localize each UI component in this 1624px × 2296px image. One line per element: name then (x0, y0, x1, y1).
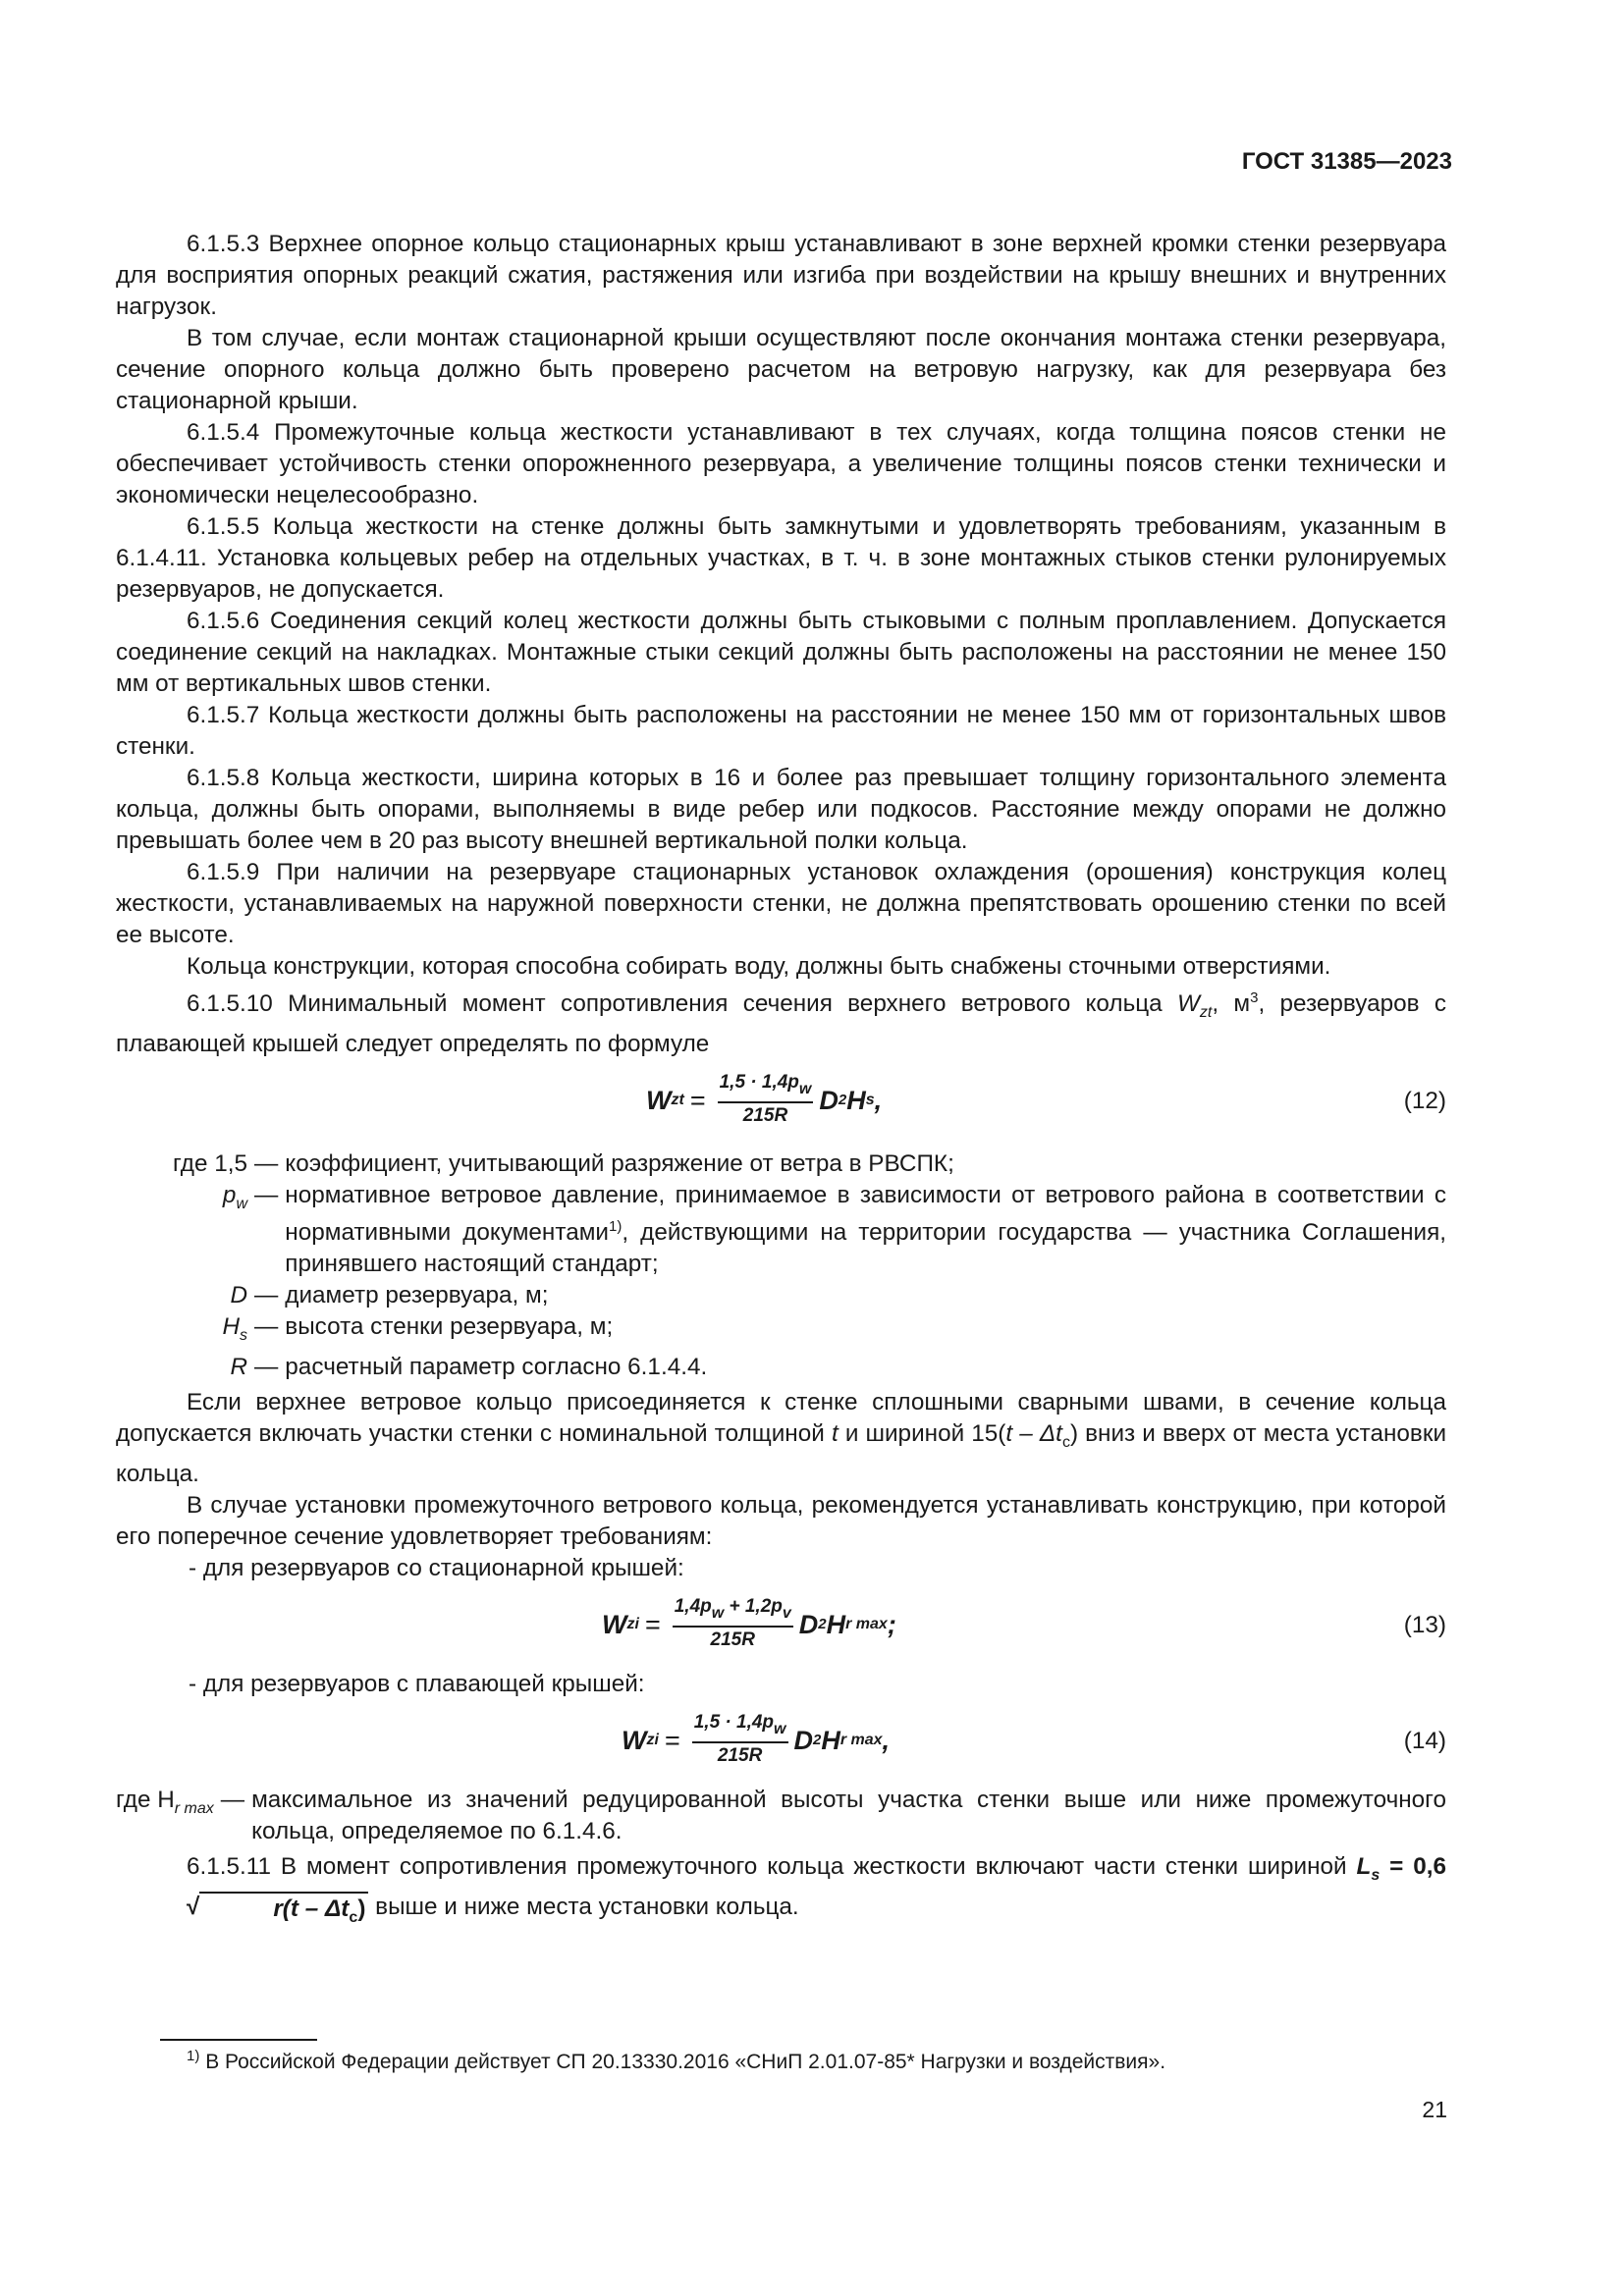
paragraph-drain-holes: Кольца конструкции, которая способна собирать воду, должны быть снабжены сточными отверстиями. (187, 953, 1331, 980)
paragraph-6-1-5-5: 6.1.5.5 Кольца жесткости на стенке должны быть замкнутыми и удовлетворять требованиям, указанным в 6.1.4.11. Установка кольцевых ребер на отдельных участках, в т. ч. в зоне монтажных стыков стенки рулонируемых резервуаров, не допускается. (116, 513, 1446, 603)
page-number: 21 (1422, 2097, 1447, 2122)
definition-item: D — диаметр резервуара, м; (230, 1282, 549, 1309)
formula-13: W zi = $\frac{1,4p_w + 1,2p_v}{215R}$ D 2 H r max ; (13) (602, 1596, 1446, 1651)
definitions-formula-12 (116, 1148, 1446, 1383)
paragraph-6-1-5-11: 6.1.5.11 В момент сопротивления промежуточного кольца жесткости включают части стенки шириной $L_s = 0,6$ √ $r(t - \Delta t_c)$ выше и ниже места установки кольца. (116, 1851, 1446, 1934)
footnote: $^{1)}$ В Российской Федерации действует СП 20.13330.2016 «СНиП 2.01.07-85* Нагрузки и воздействия». (187, 2048, 1166, 2073)
paragraph-6-1-5-8: 6.1.5.8 Кольца жесткости, ширина которых в 16 и более раз превышает толщину горизонтального элемента кольца, должны быть опорами, выполняемы в виде ребер или подкосов. Расстояние между опорами не должно превышать более чем в 20 раз высоту внешней вертикальной полки кольца. (116, 765, 1446, 854)
formula-number-14: (14) (1403, 1728, 1446, 1755)
bullet-floating-roof: - для резервуаров с плавающей крышей: (189, 1671, 645, 1698)
definition-item: где 1,5 — коэффициент, учитывающий разряжение от ветра в РВСПК; (173, 1150, 954, 1178)
document-body (116, 229, 1446, 1934)
paragraph-6-1-5-9: 6.1.5.9 При наличии на резервуаре стационарных установок охлаждения (орошения) конструкция колец жесткости, устанавливаемых на наружной поверхности стенки, не должна препятствовать орошению стенки по всей ее высоте. (116, 859, 1446, 948)
paragraph-intermediate-ring: В случае установки промежуточного ветрового кольца, рекомендуется устанавливать конструкцию, при которой его поперечное сечение удовлетворяет требованиям: (116, 1492, 1446, 1551)
definition-hrmax: где $H_{r max}$ — максимальное из значений редуцированной высоты участка стенки выше или ниже промежуточного кольца, определяемое по 6.1.4.6. (116, 1787, 1446, 1845)
formula-number-13: (13) (1403, 1612, 1446, 1639)
definition-item: $H_s$ — высота стенки резервуара, м; (222, 1313, 614, 1345)
bullet-fixed-roof: - для резервуаров со стационарной крышей: (189, 1555, 684, 1582)
paragraph-6-1-5-10: 6.1.5.10 Минимальный момент сопротивления сечения верхнего ветрового кольца $W_{zt}$, $м^3$, резервуаров с плавающей крышей следует определять по формуле (116, 989, 1447, 1058)
paragraph-weld-section: Если верхнее ветровое кольцо присоединяется к стенке сплошными сварными швами, в сечение кольца допускается включать участки стенки с номинальной толщиной t и шириной $15(t - \Delta t_c)$ вниз и вверх от места установки кольца. (116, 1389, 1447, 1488)
definition-item: $p_w$ — нормативное ветровое давление, принимаемое в зависимости от ветрового района в соответствии с нормативными документами$^{1)}$, действующими на территории государства — участника Соглашения, принявшего настоящий стандарт; (222, 1182, 1447, 1278)
paragraph-6-1-5-7: 6.1.5.7 Кольца жесткости должны быть расположены на расстоянии не менее 150 мм от горизонтальных швов стенки. (116, 702, 1446, 760)
formula-14: W zi = $\frac{1,5 \cdot 1,4p_w}{215R}$ D 2 H r max , (14) (622, 1712, 1446, 1767)
paragraph-roof-mounting: В том случае, если монтаж стационарной крыши осуществляют после окончания монтажа стенки резервуара, сечение опорного кольца должно быть проверено расчетом на ветровую нагрузку, как для резервуара без стационарной крыши. (116, 325, 1446, 414)
paragraph-6-1-5-6: 6.1.5.6 Соединения секций колец жесткости должны быть стыковыми с полным проплавлением. Допускается соединение секций на накладках. Монтажные стыки секций должны быть расположены на расстоянии не менее 150 мм от вертикальных швов стенки. (116, 608, 1446, 697)
footnote-separator (160, 2039, 317, 2041)
paragraph-6-1-5-4: 6.1.5.4 Промежуточные кольца жесткости устанавливают в тех случаях, когда толщина поясов стенки не обеспечивает устойчивость стенки опорожненного резервуара, а увеличение толщины поясов стенки технически и экономически нецелесообразно. (116, 419, 1446, 508)
paragraph-6-1-5-3: 6.1.5.3 Верхнее опорное кольцо стационарных крыш устанавливают в зоне верхней кромки стенки резервуара для восприятия опорных реакций сжатия, растяжения или изгиба при воздействии на крышу внешних и внутренних нагрузок. (116, 231, 1446, 320)
document-code: ГОСТ 31385—2023 (1241, 148, 1452, 175)
formula-number-12: (12) (1403, 1088, 1446, 1115)
formula-12: W zt = $\frac{1,5 \cdot 1,4p_w}{215R}$ D 2 H s , (12) (646, 1072, 1446, 1127)
definition-item: R — расчетный параметр согласно 6.1.4.4. (230, 1354, 708, 1381)
